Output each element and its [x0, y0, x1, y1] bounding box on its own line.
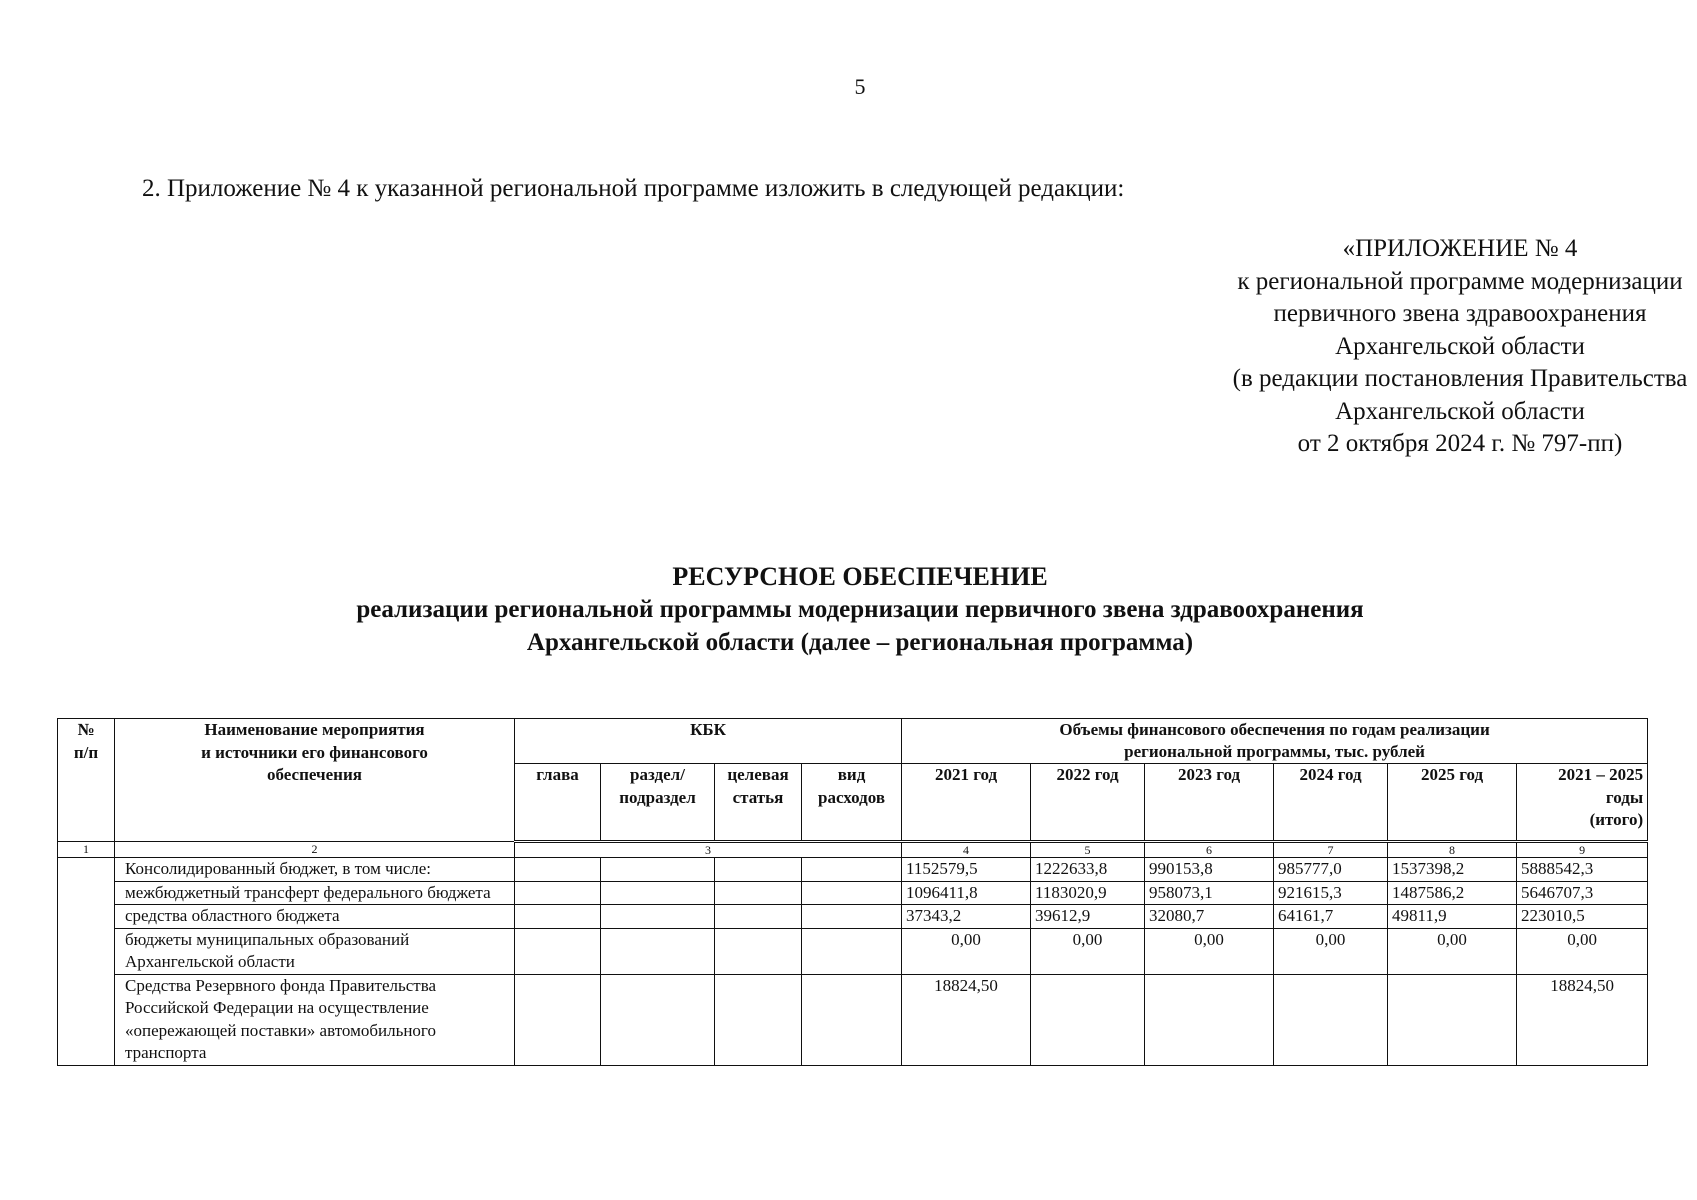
value-cell: 1096411,8 — [902, 881, 1031, 905]
kbk-cell — [515, 974, 601, 1065]
appendix-line: «ПРИЛОЖЕНИЕ № 4 — [1342, 235, 1578, 262]
kbk-cell — [515, 858, 601, 882]
kbk-cell — [802, 881, 902, 905]
value-cell: 18824,50 — [902, 974, 1031, 1065]
header-kbk-vid: вид расходов — [802, 764, 902, 842]
column-number: 4 — [902, 842, 1031, 858]
value-cell: 37343,2 — [902, 905, 1031, 929]
value-cell: 18824,50 — [1517, 974, 1648, 1065]
header-volumes: Объемы финансового обеспечения по годам реализации региональной программы, тыс. рублей — [902, 719, 1648, 764]
value-cell: 0,00 — [902, 928, 1031, 974]
appendix-header — [1080, 233, 1697, 461]
appendix-line: от 2 октября 2024 г. № 797-пп) — [1297, 430, 1623, 457]
value-cell: 1537398,2 — [1388, 858, 1517, 882]
value-cell — [1145, 974, 1274, 1065]
header-year-2025: 2025 год — [1388, 764, 1517, 842]
header-year-total: 2021 – 2025 годы (итого) — [1517, 764, 1648, 842]
document-title — [0, 560, 1697, 659]
column-number: 6 — [1145, 842, 1274, 858]
kbk-cell — [601, 928, 715, 974]
kbk-cell — [715, 928, 802, 974]
header-name: Наименование мероприятия и источники его финансового обеспечения — [115, 719, 515, 842]
header-year-2021: 2021 год — [902, 764, 1031, 842]
header-kbk-statya: целевая статья — [715, 764, 802, 842]
kbk-cell — [802, 858, 902, 882]
value-cell: 1222633,8 — [1031, 858, 1145, 882]
column-number: 9 — [1517, 842, 1648, 858]
appendix-line: Архангельской области — [1335, 397, 1585, 425]
row-name: средства областного бюджета — [115, 905, 515, 929]
value-cell: 958073,1 — [1145, 881, 1274, 905]
row-name: Средства Резервного фонда Правительства Российской Федерации на осуществление «опережающей поставки» автомобильного транспорта — [115, 974, 515, 1065]
value-cell: 64161,7 — [1274, 905, 1388, 929]
column-number: 3 — [515, 842, 902, 858]
value-cell: 1183020,9 — [1031, 881, 1145, 905]
kbk-cell — [802, 928, 902, 974]
title-line: Архангельской области (далее – региональная программа) — [526, 629, 1194, 656]
row-name: Консолидированный бюджет, в том числе: — [115, 858, 515, 882]
header-year-2022: 2022 год — [1031, 764, 1145, 842]
instruction-text: 2. Приложение № 4 к указанной региональной программе изложить в следующей редакции: — [142, 175, 1125, 202]
value-cell: 0,00 — [1388, 928, 1517, 974]
kbk-cell — [802, 974, 902, 1065]
value-cell: 985777,0 — [1274, 858, 1388, 882]
kbk-cell — [601, 858, 715, 882]
kbk-cell — [515, 928, 601, 974]
title-line: реализации региональной программы модернизации первичного звена здравоохранения — [356, 596, 1364, 623]
row-name: межбюджетный трансферт федерального бюджета — [115, 881, 515, 905]
kbk-cell — [715, 974, 802, 1065]
header-year-2024: 2024 год — [1274, 764, 1388, 842]
value-cell: 32080,7 — [1145, 905, 1274, 929]
title-line: РЕСУРСНОЕ ОБЕСПЕЧЕНИЕ — [672, 562, 1048, 591]
table-row — [58, 974, 1648, 1065]
row-name: бюджеты муниципальных образований Архангельской области — [115, 928, 515, 974]
value-cell: 1152579,5 — [902, 858, 1031, 882]
value-cell: 49811,9 — [1388, 905, 1517, 929]
value-cell: 0,00 — [1145, 928, 1274, 974]
kbk-cell — [715, 881, 802, 905]
header-kbk: КБК — [515, 719, 902, 764]
kbk-cell — [601, 974, 715, 1065]
column-number: 7 — [1274, 842, 1388, 858]
column-number: 8 — [1388, 842, 1517, 858]
appendix-line: Архангельской области — [1335, 332, 1585, 360]
value-cell: 223010,5 — [1517, 905, 1648, 929]
column-number: 1 — [58, 842, 115, 858]
appendix-line: к региональной программе модернизации — [1237, 267, 1683, 295]
value-cell: 0,00 — [1517, 928, 1648, 974]
page-number: 5 — [854, 74, 866, 99]
table-row — [58, 928, 1648, 974]
value-cell: 5646707,3 — [1517, 881, 1648, 905]
row-number-cell — [58, 858, 115, 1066]
value-cell: 1487586,2 — [1388, 881, 1517, 905]
table-row — [58, 858, 1648, 882]
value-cell: 921615,3 — [1274, 881, 1388, 905]
value-cell: 39612,9 — [1031, 905, 1145, 929]
value-cell: 5888542,3 — [1517, 858, 1648, 882]
kbk-cell — [802, 905, 902, 929]
value-cell — [1388, 974, 1517, 1065]
kbk-cell — [515, 905, 601, 929]
value-cell: 0,00 — [1031, 928, 1145, 974]
table-row — [58, 905, 1648, 929]
appendix-line: (в редакции постановления Правительства — [1232, 365, 1688, 392]
value-cell: 0,00 — [1274, 928, 1388, 974]
kbk-cell — [601, 905, 715, 929]
header-num: № п/п — [58, 719, 115, 842]
column-number-row — [58, 842, 1648, 858]
header-kbk-glava: глава — [515, 764, 601, 842]
kbk-cell — [515, 881, 601, 905]
header-kbk-razdel: раздел/ подраздел — [601, 764, 715, 842]
header-year-2023: 2023 год — [1145, 764, 1274, 842]
kbk-cell — [715, 858, 802, 882]
value-cell: 990153,8 — [1145, 858, 1274, 882]
value-cell — [1274, 974, 1388, 1065]
table-row — [58, 881, 1648, 905]
column-number: 2 — [115, 842, 515, 858]
kbk-cell — [715, 905, 802, 929]
column-number: 5 — [1031, 842, 1145, 858]
kbk-cell — [601, 881, 715, 905]
appendix-line: первичного звена здравоохранения — [1273, 300, 1647, 327]
value-cell — [1031, 974, 1145, 1065]
resource-table — [57, 718, 1648, 1066]
